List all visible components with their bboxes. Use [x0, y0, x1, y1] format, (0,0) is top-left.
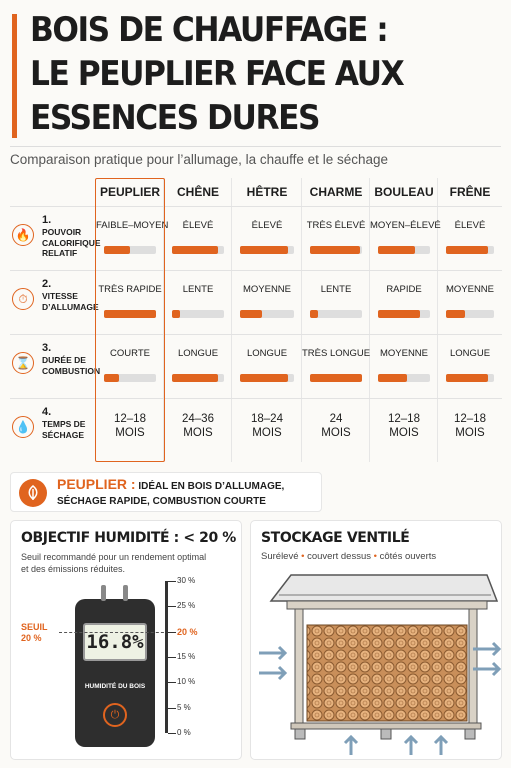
level-bar-track: [172, 374, 224, 382]
cell-value: [302, 412, 370, 440]
level-bar-fill: [446, 374, 488, 382]
humidity-description: [21, 551, 211, 575]
cell-value-line-2: MOIS: [252, 427, 282, 439]
table-cell: [164, 398, 232, 462]
table-cell: [438, 334, 502, 398]
row-number: 4.: [42, 406, 52, 418]
level-bar-fill: [172, 246, 218, 254]
row-label-line-3: RELATIF: [42, 248, 78, 258]
level-bar-fill: [240, 374, 288, 382]
humidity-panel: [10, 520, 242, 760]
table-cell: [232, 270, 302, 334]
level-bar-fill: [378, 246, 415, 254]
meter-screen: 16.8%: [83, 623, 147, 661]
cell-value: [438, 412, 502, 440]
row-label-line-2: SÉCHAGE: [42, 429, 85, 440]
scale-tick: [168, 682, 176, 683]
table-cell: [232, 398, 302, 462]
cell-value: ÉLEVÉ: [454, 220, 486, 231]
level-bar-track: [240, 246, 294, 254]
level-bar-fill: [446, 310, 465, 318]
cell-value: [232, 412, 302, 440]
storage-subtitle: [261, 551, 436, 562]
row-label-line-1: POUVOIR: [42, 227, 82, 237]
table-cell: [370, 270, 438, 334]
cell-value-line-1: 12–18: [388, 413, 420, 425]
cell-value: LENTE: [320, 284, 352, 295]
level-bar-fill: [310, 374, 362, 382]
row-label-line-2: COMBUSTION: [42, 365, 101, 376]
cell-value-line-2: MOIS: [183, 427, 213, 439]
table-cell: [232, 334, 302, 398]
humidity-title: OBJECTIF HUMIDITÉ : < 20 %: [21, 530, 236, 546]
cell-value-line-2: MOIS: [455, 427, 485, 439]
level-bar-track: [172, 246, 224, 254]
meter-prong-right: [123, 585, 128, 601]
level-bar-track: [378, 246, 430, 254]
cell-value-line-1: 24: [329, 413, 343, 425]
scale-tick: [168, 606, 176, 607]
flame-icon: 🔥: [12, 224, 34, 246]
column-header-2: HÊTRE: [246, 185, 288, 199]
table-cell: [370, 206, 441, 270]
meter-label: HUMIDITÉ DU BOIS: [84, 683, 146, 690]
scale-tick: [168, 632, 176, 633]
row-label-line-2: CALORIFIQUE: [42, 237, 101, 248]
table-cell: [302, 334, 370, 398]
threshold-dashed-line: [59, 632, 169, 633]
row-number: 3.: [42, 342, 52, 354]
table-cell: [302, 270, 370, 334]
scale-label: 30 %: [177, 576, 196, 585]
cell-value-line-2: MOIS: [321, 427, 351, 439]
row-label-3: [10, 398, 94, 462]
row-label-line-2: D’ALLUMAGE: [42, 301, 99, 312]
level-bar-fill: [240, 310, 262, 318]
level-bar-track: [378, 310, 430, 318]
scale-label: 25 %: [177, 601, 196, 611]
cell-value: MOYEN–ÉLEVÉ: [370, 220, 441, 231]
page-title: [30, 8, 500, 140]
cell-value-line-2: MOIS: [115, 427, 145, 439]
table-cell: [302, 398, 370, 462]
cell-value-line-1: 18–24: [251, 413, 283, 425]
level-bar-track: [378, 374, 430, 382]
threshold-line-2: 20 %: [21, 632, 42, 643]
cell-value: [164, 412, 232, 440]
table-cell: [302, 206, 370, 270]
level-bar-track: [310, 374, 362, 382]
storage-sub-3: côtés ouverts: [379, 551, 437, 562]
cell-value: LONGUE: [177, 348, 219, 359]
table-cell: [164, 270, 232, 334]
page-subtitle: Comparaison pratique pour l’allumage, la chauffe et le séchage: [10, 152, 388, 167]
column-header-0: PEUPLIER: [99, 185, 160, 199]
row-label-text: [42, 227, 101, 259]
storage-sub-2: couvert dessus: [307, 551, 372, 562]
title-accent-bar: [12, 14, 17, 138]
cell-value: LONGUE: [246, 348, 288, 359]
level-bar-track: [446, 374, 494, 382]
level-bar-fill: [446, 246, 488, 254]
cell-value: [370, 412, 438, 440]
table-cell: [164, 334, 232, 398]
banner-highlight: PEUPLIER :: [57, 476, 136, 492]
threshold-line-1: SEUIL: [21, 621, 48, 632]
moisture-meter: [75, 599, 155, 747]
cell-value: LENTE: [182, 284, 214, 295]
table-cell: [370, 398, 438, 462]
droplets-icon: 💧: [12, 416, 34, 438]
storage-panel: [250, 520, 502, 760]
cell-value: ÉLEVÉ: [251, 220, 283, 231]
cell-value: COURTE: [110, 348, 150, 359]
table-cell: [438, 206, 502, 270]
row-label-line-1: DURÉE DE: [42, 355, 86, 365]
scale-tick: [168, 657, 176, 658]
storage-title: STOCKAGE VENTILÉ: [261, 530, 410, 546]
table-cell: [438, 398, 502, 462]
cell-value: TRÈS LONGUE: [302, 348, 371, 359]
column-header-3: CHARME: [309, 185, 363, 199]
title-line-1: BOIS DE CHAUFFAGE :: [30, 10, 388, 50]
row-label-0: [10, 206, 101, 270]
level-bar-fill: [378, 374, 407, 382]
row-label-line-1: VITESSE: [42, 291, 78, 301]
cell-value: TRÈS RAPIDE: [98, 284, 162, 295]
cell-value: MOYENNE: [242, 284, 292, 295]
leaf-icon: [19, 479, 47, 507]
table-cell: [438, 270, 502, 334]
level-bar-fill: [240, 246, 288, 254]
table-cell: [232, 206, 302, 270]
cell-value: MOYENNE: [379, 348, 429, 359]
cell-value: TRÈS ÉLEVÉ: [306, 220, 366, 231]
column-header-4: BOULEAU: [374, 185, 434, 199]
storage-sep-2: •: [373, 551, 377, 562]
row-label-1: [10, 270, 99, 334]
poplar-column-highlight: [95, 178, 169, 462]
cell-value: MOYENNE: [445, 284, 495, 295]
humidity-desc-line-1: Seuil recommandé pour un rendement optimal: [21, 552, 207, 562]
scale-label: 15 %: [177, 652, 196, 661]
level-bar-track: [172, 310, 224, 318]
level-bar-track: [446, 246, 494, 254]
scale-tick: [168, 733, 176, 734]
level-bar-fill: [172, 310, 180, 318]
woodshed-illustration: [251, 565, 503, 761]
row-label-line-1: TEMPS DE: [42, 419, 86, 429]
title-divider: [10, 146, 501, 147]
level-bar-track: [310, 246, 362, 254]
cell-value-line-2: MOIS: [389, 427, 419, 439]
cell-value: FAIBLE–MOYEN: [96, 220, 169, 231]
level-bar-track: [310, 310, 362, 318]
banner-line-2: SÉCHAGE RAPIDE, COMBUSTION COURTE: [57, 496, 266, 507]
poplar-summary-banner: [10, 472, 322, 512]
humidity-desc-line-2: et des émissions réduites.: [21, 564, 126, 574]
row-label-text: [42, 419, 85, 440]
title-line-3: ESSENCES DURES: [30, 98, 320, 138]
scale-label: 5 %: [177, 702, 191, 712]
column-header-5: FRÊNE: [449, 185, 491, 199]
cell-value: ÉLEVÉ: [182, 220, 214, 231]
row-number: 1.: [42, 214, 52, 226]
level-bar-fill: [310, 246, 360, 254]
level-bar-track: [446, 310, 494, 318]
cell-value-line-1: 12–18: [454, 413, 486, 425]
scale-label: 10 %: [177, 677, 196, 687]
banner-text: [57, 477, 284, 509]
comparison-table: [10, 178, 502, 463]
scale-tick: [168, 708, 176, 709]
cell-value: RAPIDE: [386, 284, 422, 295]
meter-prong-left: [101, 585, 106, 601]
scale-label: 0 %: [177, 728, 191, 737]
scale-tick: [168, 581, 176, 582]
threshold-label: [21, 622, 48, 644]
table-cell: [370, 334, 438, 398]
cell-value-line-1: 12–18: [114, 413, 146, 425]
table-cell: [164, 206, 232, 270]
hourglass-icon: ⌛: [12, 352, 34, 374]
scale-label: 20 %: [177, 626, 198, 637]
row-label-text: [42, 355, 100, 376]
storage-sep-1: •: [301, 551, 305, 562]
level-bar-track: [240, 374, 294, 382]
level-bar-fill: [172, 374, 218, 382]
banner-line-1: IDÉAL EN BOIS D’ALLUMAGE,: [138, 481, 285, 492]
power-button-icon: ⏻: [103, 703, 127, 727]
level-bar-track: [240, 310, 294, 318]
level-bar-fill: [378, 310, 420, 318]
title-line-2: LE PEUPLIER FACE AUX: [30, 54, 404, 94]
cell-value: LONGUE: [449, 348, 491, 359]
row-label-2: [10, 334, 101, 398]
cell-value-line-1: 24–36: [182, 413, 214, 425]
storage-sub-1: Surélevé: [261, 551, 299, 562]
row-number: 2.: [42, 278, 52, 290]
row-label-text: [42, 291, 99, 312]
stopwatch-icon: ⏱: [12, 288, 34, 310]
level-bar-fill: [310, 310, 318, 318]
column-header-1: CHÊNE: [176, 185, 219, 199]
